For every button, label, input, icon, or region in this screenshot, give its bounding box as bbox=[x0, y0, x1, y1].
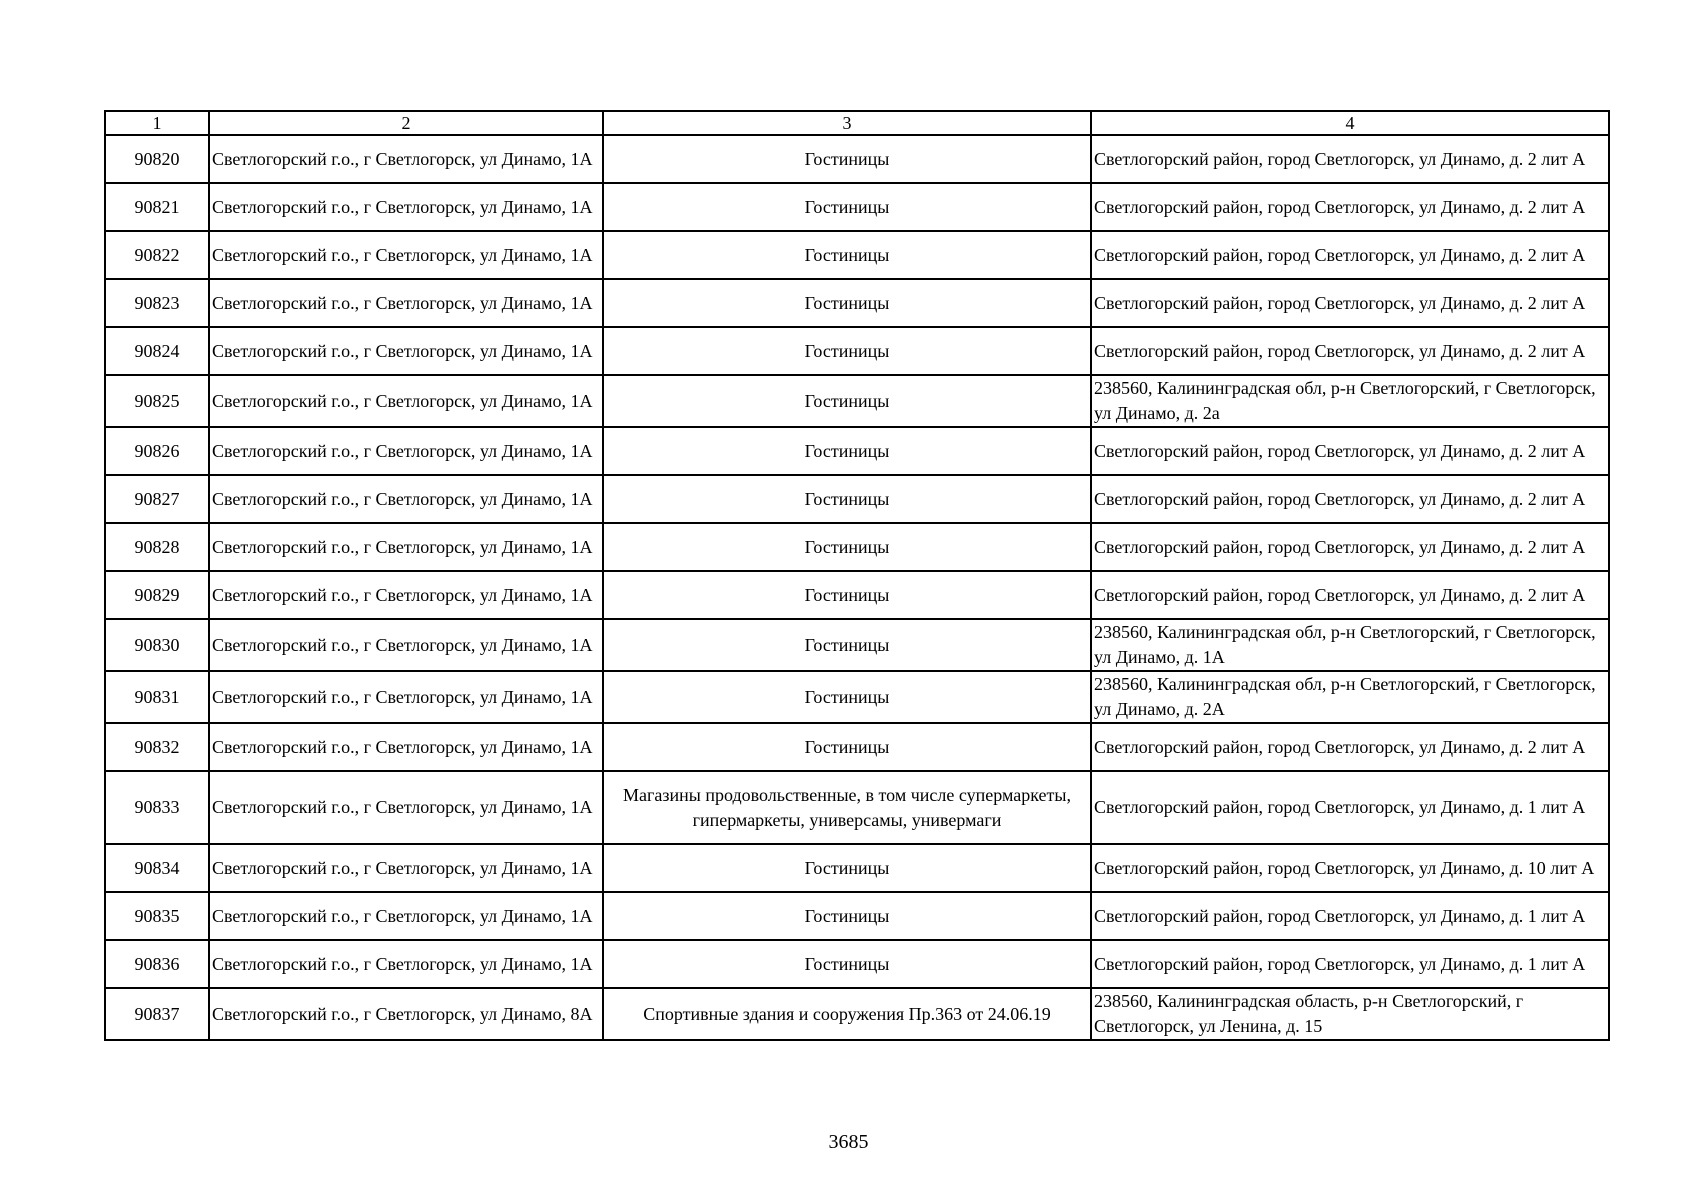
cell-id: 90837 bbox=[105, 988, 209, 1040]
cell-id: 90825 bbox=[105, 375, 209, 427]
table-row bbox=[105, 988, 1609, 1040]
table-header-row bbox=[105, 111, 1609, 135]
table-row bbox=[105, 723, 1609, 771]
table-row bbox=[105, 427, 1609, 475]
cell-address: Светлогорский г.о., г Светлогорск, ул Динамо, 1А bbox=[209, 231, 603, 279]
cell-id: 90822 bbox=[105, 231, 209, 279]
table-row bbox=[105, 475, 1609, 523]
table-row bbox=[105, 571, 1609, 619]
table-row bbox=[105, 135, 1609, 183]
cell-id: 90834 bbox=[105, 844, 209, 892]
cell-location: 238560, Калининградская обл, р-н Светлогорский, г Светлогорск, ул Динамо, д. 2а bbox=[1091, 375, 1609, 427]
cell-address: Светлогорский г.о., г Светлогорск, ул Динамо, 1А bbox=[209, 671, 603, 723]
cell-location: Светлогорский район, город Светлогорск, ул Динамо, д. 2 лит А bbox=[1091, 723, 1609, 771]
cell-category: Гостиницы bbox=[603, 475, 1091, 523]
cell-location: Светлогорский район, город Светлогорск, ул Динамо, д. 2 лит А bbox=[1091, 523, 1609, 571]
cell-category: Гостиницы bbox=[603, 375, 1091, 427]
cell-id: 90823 bbox=[105, 279, 209, 327]
column-header-3: 3 bbox=[603, 111, 1091, 135]
table-row bbox=[105, 771, 1609, 844]
cell-address: Светлогорский г.о., г Светлогорск, ул Динамо, 1А bbox=[209, 940, 603, 988]
cell-address: Светлогорский г.о., г Светлогорск, ул Динамо, 1А bbox=[209, 771, 603, 844]
cell-category: Гостиницы bbox=[603, 571, 1091, 619]
cell-category: Гостиницы bbox=[603, 279, 1091, 327]
cell-category: Гостиницы bbox=[603, 135, 1091, 183]
cell-address: Светлогорский г.о., г Светлогорск, ул Динамо, 1А bbox=[209, 279, 603, 327]
table-row bbox=[105, 231, 1609, 279]
cell-id: 90829 bbox=[105, 571, 209, 619]
cell-location: Светлогорский район, город Светлогорск, ул Динамо, д. 1 лит А bbox=[1091, 940, 1609, 988]
cell-location: Светлогорский район, город Светлогорск, ул Динамо, д. 2 лит А bbox=[1091, 183, 1609, 231]
cell-id: 90832 bbox=[105, 723, 209, 771]
cell-id: 90830 bbox=[105, 619, 209, 671]
cell-category: Спортивные здания и сооружения Пр.363 от 24.06.19 bbox=[603, 988, 1091, 1040]
cell-id: 90826 bbox=[105, 427, 209, 475]
cell-address: Светлогорский г.о., г Светлогорск, ул Динамо, 1А bbox=[209, 571, 603, 619]
table-row bbox=[105, 523, 1609, 571]
cell-address: Светлогорский г.о., г Светлогорск, ул Динамо, 8А bbox=[209, 988, 603, 1040]
cell-location: Светлогорский район, город Светлогорск, ул Динамо, д. 1 лит А bbox=[1091, 771, 1609, 844]
cell-location: Светлогорский район, город Светлогорск, ул Динамо, д. 2 лит А bbox=[1091, 231, 1609, 279]
cell-location: 238560, Калининградская область, р-н Светлогорский, г Светлогорск, ул Ленина, д. 15 bbox=[1091, 988, 1609, 1040]
cell-address: Светлогорский г.о., г Светлогорск, ул Динамо, 1А bbox=[209, 183, 603, 231]
cell-location: 238560, Калининградская обл, р-н Светлогорский, г Светлогорск, ул Динамо, д. 1А bbox=[1091, 619, 1609, 671]
table-row bbox=[105, 940, 1609, 988]
cell-address: Светлогорский г.о., г Светлогорск, ул Динамо, 1А bbox=[209, 844, 603, 892]
table-row bbox=[105, 279, 1609, 327]
cell-address: Светлогорский г.о., г Светлогорск, ул Динамо, 1А bbox=[209, 135, 603, 183]
cell-category: Гостиницы bbox=[603, 619, 1091, 671]
table-row bbox=[105, 892, 1609, 940]
cell-id: 90833 bbox=[105, 771, 209, 844]
page-number: 3685 bbox=[828, 1131, 869, 1153]
cell-category: Гостиницы bbox=[603, 427, 1091, 475]
table-row bbox=[105, 619, 1609, 671]
cell-location: Светлогорский район, город Светлогорск, ул Динамо, д. 2 лит А bbox=[1091, 279, 1609, 327]
cell-id: 90827 bbox=[105, 475, 209, 523]
cell-address: Светлогорский г.о., г Светлогорск, ул Динамо, 1А bbox=[209, 619, 603, 671]
cell-location: Светлогорский район, город Светлогорск, ул Динамо, д. 1 лит А bbox=[1091, 892, 1609, 940]
cell-id: 90836 bbox=[105, 940, 209, 988]
column-header-2: 2 bbox=[209, 111, 603, 135]
data-table bbox=[104, 110, 1610, 1041]
column-header-1: 1 bbox=[105, 111, 209, 135]
cell-category: Гостиницы bbox=[603, 723, 1091, 771]
cell-id: 90831 bbox=[105, 671, 209, 723]
table-row bbox=[105, 671, 1609, 723]
column-header-4: 4 bbox=[1091, 111, 1609, 135]
cell-location: Светлогорский район, город Светлогорск, ул Динамо, д. 2 лит А bbox=[1091, 571, 1609, 619]
cell-address: Светлогорский г.о., г Светлогорск, ул Динамо, 1А bbox=[209, 523, 603, 571]
cell-category: Гостиницы bbox=[603, 523, 1091, 571]
cell-location: Светлогорский район, город Светлогорск, ул Динамо, д. 2 лит А bbox=[1091, 135, 1609, 183]
cell-category: Гостиницы bbox=[603, 327, 1091, 375]
table-row bbox=[105, 375, 1609, 427]
table-body bbox=[105, 111, 1609, 1040]
cell-id: 90828 bbox=[105, 523, 209, 571]
cell-location: 238560, Калининградская обл, р-н Светлогорский, г Светлогорск, ул Динамо, д. 2А bbox=[1091, 671, 1609, 723]
cell-category: Гостиницы bbox=[603, 671, 1091, 723]
cell-address: Светлогорский г.о., г Светлогорск, ул Динамо, 1А bbox=[209, 327, 603, 375]
cell-address: Светлогорский г.о., г Светлогорск, ул Динамо, 1А bbox=[209, 475, 603, 523]
cell-category: Гостиницы bbox=[603, 844, 1091, 892]
cell-id: 90821 bbox=[105, 183, 209, 231]
cell-address: Светлогорский г.о., г Светлогорск, ул Динамо, 1А bbox=[209, 892, 603, 940]
cell-location: Светлогорский район, город Светлогорск, ул Динамо, д. 2 лит А bbox=[1091, 475, 1609, 523]
cell-address: Светлогорский г.о., г Светлогорск, ул Динамо, 1А bbox=[209, 427, 603, 475]
cell-id: 90820 bbox=[105, 135, 209, 183]
cell-category: Гостиницы bbox=[603, 892, 1091, 940]
table-row bbox=[105, 183, 1609, 231]
cell-address: Светлогорский г.о., г Светлогорск, ул Динамо, 1А bbox=[209, 375, 603, 427]
table-row bbox=[105, 844, 1609, 892]
cell-location: Светлогорский район, город Светлогорск, ул Динамо, д. 2 лит А bbox=[1091, 427, 1609, 475]
cell-id: 90835 bbox=[105, 892, 209, 940]
cell-id: 90824 bbox=[105, 327, 209, 375]
cell-location: Светлогорский район, город Светлогорск, ул Динамо, д. 2 лит А bbox=[1091, 327, 1609, 375]
cell-category: Гостиницы bbox=[603, 231, 1091, 279]
cell-location: Светлогорский район, город Светлогорск, ул Динамо, д. 10 лит А bbox=[1091, 844, 1609, 892]
cell-category: Гостиницы bbox=[603, 183, 1091, 231]
cell-category: Гостиницы bbox=[603, 940, 1091, 988]
table-row bbox=[105, 327, 1609, 375]
cell-category: Магазины продовольственные, в том числе супермаркеты, гипермаркеты, универсамы, универмаги bbox=[603, 771, 1091, 844]
cell-address: Светлогорский г.о., г Светлогорск, ул Динамо, 1А bbox=[209, 723, 603, 771]
